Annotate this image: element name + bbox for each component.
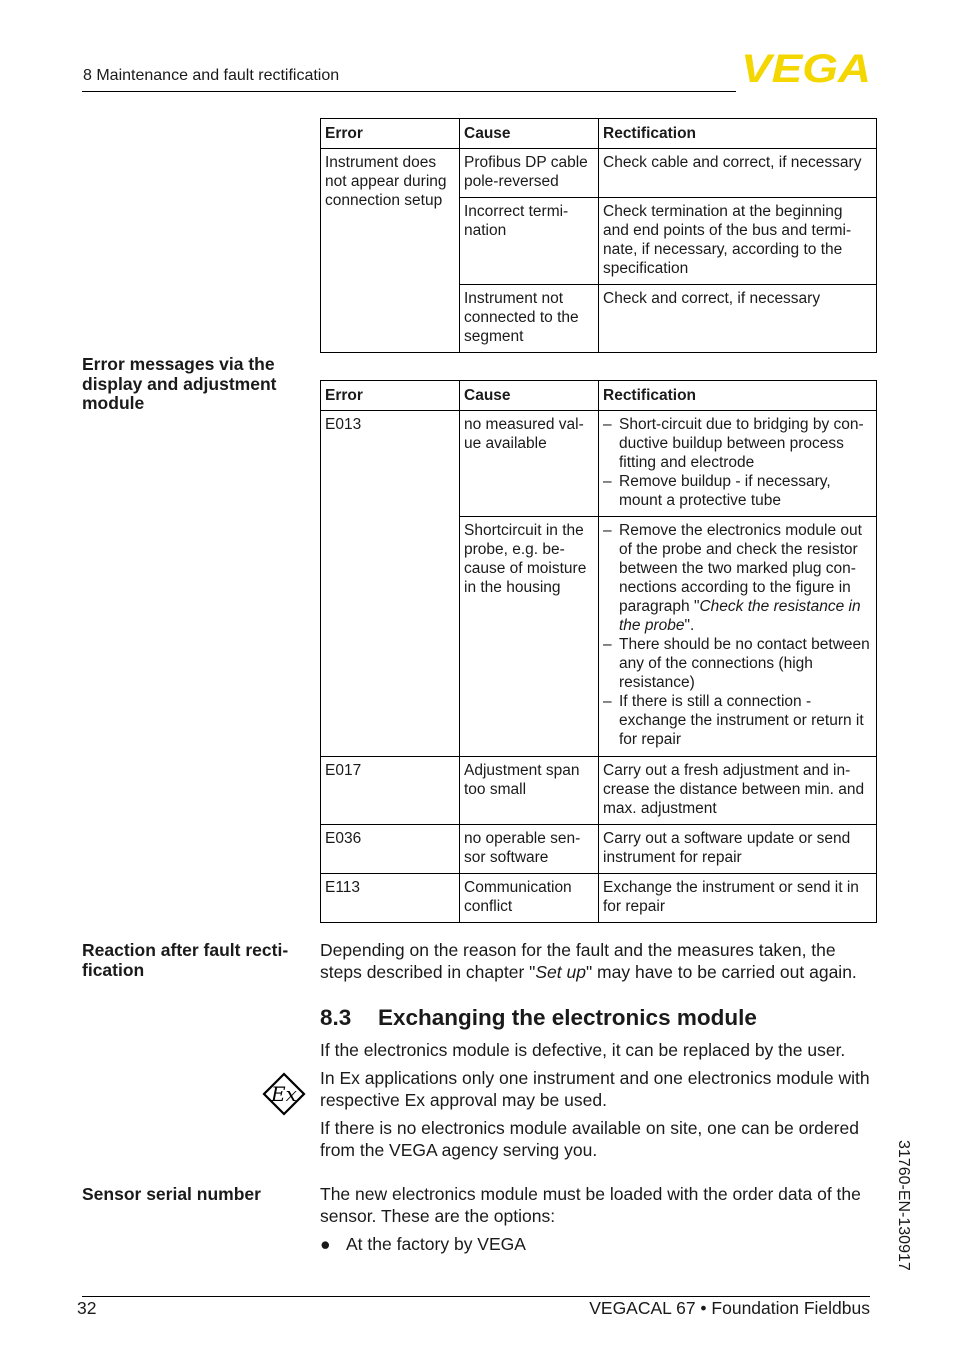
bullet-icon: ●	[320, 1234, 331, 1254]
table-row	[321, 757, 877, 825]
document-code: 31760-EN-130917	[895, 1140, 912, 1271]
rectification-list	[603, 521, 871, 749]
list-item	[320, 1233, 526, 1255]
page-number: 32	[77, 1298, 97, 1318]
table-header-row	[321, 119, 877, 149]
logo-text: VEGA	[741, 51, 871, 87]
svg-text:Ex: Ex	[271, 1082, 297, 1106]
vega-logo	[741, 51, 873, 92]
reaction-label: Reaction after fault recti- fication	[82, 940, 289, 980]
list-item: – Short-circuit due to bridging by con- ductive buildup between process fitting and electrode	[603, 415, 871, 472]
product-name: VEGACAL 67 • Foundation Fieldbus	[589, 1298, 870, 1318]
list-item: – Remove buildup - if necessary, mount a protective tube	[603, 472, 871, 510]
column-header: Cause	[460, 119, 599, 149]
section-header: 8 Maintenance and fault rectification	[83, 67, 340, 84]
column-header: Rectification	[599, 381, 877, 411]
list-item: – If there is still a connection - exchange the instrument or return it for repair	[603, 692, 871, 749]
error-messages-label: Error messages via the display and adjustment module	[82, 354, 277, 413]
section-title: Exchanging the electronics module	[378, 1005, 757, 1030]
paragraph: If there is no electronics module available on site, one can be ordered from the VEGA agency serving you.	[320, 1118, 859, 1160]
table-row	[321, 149, 877, 198]
chapter-reference: Check the resistance in the probe	[619, 598, 861, 634]
cause-cell: Incorrect termi- nation	[460, 198, 599, 285]
rectification-cell	[599, 517, 877, 757]
cause-cell: no operable sen- sor software	[460, 825, 599, 874]
section-heading	[320, 1005, 757, 1031]
error-cell: Instrument does not appear during connection setup	[321, 149, 460, 353]
section-number: 8.3	[320, 1005, 352, 1030]
cause-cell: Instrument not connected to the segment	[460, 285, 599, 353]
error-messages-table	[320, 380, 877, 923]
list-item	[603, 521, 871, 635]
list-item: – There should be no contact between any of the connections (high resistance)	[603, 635, 871, 692]
paragraph-text: Depending on the reason for the fault and the measures taken, the steps described in chapter "	[320, 940, 836, 982]
error-code-cell: E036	[321, 825, 460, 874]
ex-approval-icon	[262, 1072, 306, 1121]
paragraph: If the electronics module is defective, it can be replaced by the user.	[320, 1040, 846, 1060]
table-header-row	[321, 381, 877, 411]
column-header: Error	[321, 119, 460, 149]
rectification-cell: Check and correct, if necessary	[599, 285, 877, 353]
column-header: Error	[321, 381, 460, 411]
chapter-reference: Set up	[535, 962, 586, 982]
rectification-list	[603, 415, 871, 510]
paragraph-text: " may have to be carried out again.	[585, 962, 857, 982]
rectification-cell: Exchange the instrument or send it in for repair	[599, 874, 877, 923]
cause-cell: Profibus DP cable pole-reversed	[460, 149, 599, 198]
rectification-cell	[599, 411, 877, 517]
cause-cell: no measured val- ue available	[460, 411, 599, 517]
table-row	[321, 825, 877, 874]
list-item-text: ".	[684, 617, 695, 634]
cause-cell: Communication conflict	[460, 874, 599, 923]
paragraph: In Ex applications only one instrument and one electronics module with respective Ex approval may be used.	[320, 1068, 870, 1110]
column-header: Cause	[460, 381, 599, 411]
cause-cell: Adjustment span too small	[460, 757, 599, 825]
cause-cell: Shortcircuit in the probe, e.g. be- cause of moisture in the housing	[460, 517, 599, 757]
table-row	[321, 411, 877, 517]
reaction-paragraph	[320, 939, 876, 983]
sensor-serial-label: Sensor serial number	[82, 1184, 261, 1204]
list-item-text: At the factory by VEGA	[346, 1234, 526, 1254]
list-item-text: Remove the electronics module out of the probe and check the resistor between the two marked plug con- nections according to the figure in paragraph "	[619, 522, 862, 615]
rectification-cell: Carry out a software update or send instrument for repair	[599, 825, 877, 874]
error-code-cell: E013	[321, 411, 460, 757]
table-row	[321, 874, 877, 923]
column-header: Rectification	[599, 119, 877, 149]
error-code-cell: E113	[321, 874, 460, 923]
paragraph: The new electronics module must be loaded with the order data of the sensor. These are the options:	[320, 1184, 861, 1226]
header-rule	[82, 91, 736, 92]
error-code-cell: E017	[321, 757, 460, 825]
rectification-cell: Check cable and correct, if necessary	[599, 149, 877, 198]
footer-rule	[82, 1296, 870, 1297]
rectification-cell: Check termination at the beginning and end points of the bus and termi- nate, if necessary, according to the specification	[599, 198, 877, 285]
connection-error-table	[320, 118, 877, 353]
rectification-cell: Carry out a fresh adjustment and in- crease the distance between min. and max. adjustment	[599, 757, 877, 825]
